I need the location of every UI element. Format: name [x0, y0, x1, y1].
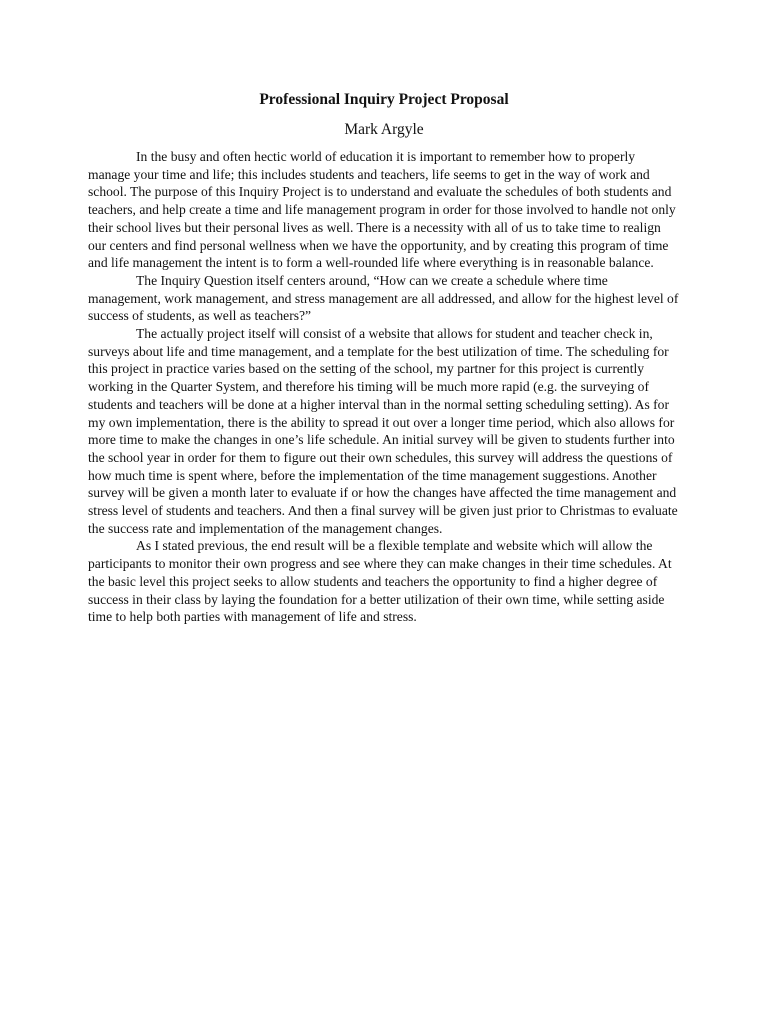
paragraph-intro: In the busy and often hectic world of education it is important to remember how to properly manage your time and life; this includes students and teachers, life seems to get in the way of work and school. The purpose of this Inquiry Project is to understand and evaluate the schedules of both students and teachers, and help create a time and life management program in order for those involved to handle not only their school lives but their personal lives as well. There is a necessity with all of us to take time to realign our centers and find personal wellness when we have the opportunity, and by creating this program of time and life management the intent is to form a well-rounded life where everything is in reasonable balance. — [88, 149, 676, 271]
paragraph-conclusion: As I stated previous, the end result will be a flexible template and website which will allow the participants to monitor their own progress and see where they can make changes in their time schedules. At the basic level this project seeks to allow students and teachers the opportunity to find a higher degree of success in their class by laying the foundation for a better utilization of their own time, while setting aside time to help both parties with management of life and stress. — [88, 538, 672, 625]
paragraph-inquiry-question: The Inquiry Question itself centers around, “How can we create a schedule where time management, work management, and stress management are all addressed, and allow for the highest level of success of students, as well as teachers?” — [88, 272, 679, 324]
document-title: Professional Inquiry Project Proposal — [259, 91, 509, 108]
paragraph-project-description: The actually project itself will consist of a website that allows for student and teacher check in, surveys about life and time management, and a template for the best utilization of time. The scheduling for this project in practice varies based on the setting of the school, my partner for this project is currently working in the Quarter System, and therefore his timing will be much more rapid (e.g. the surveying of students and teachers will be done at a higher interval than in the normal setting scheduling setting). As for my own implementation, there is the ability to spread it out over a longer time period, which also allows for more time to make the changes in one’s life schedule. An initial survey will be given to students further into the school year in order for them to figure out their own schedules, this survey will address the questions of how much time is spent where, before the implementation of the time management suggestions. Another survey will be given a month later to evaluate if or how the changes have affected the time management and stress level of students and teachers. And then a final survey will be given just prior to Christmas to evaluate the success rate and implementation of the management changes. — [88, 326, 678, 536]
document-page — [88, 90, 680, 626]
document-author: Mark Argyle — [344, 121, 424, 138]
